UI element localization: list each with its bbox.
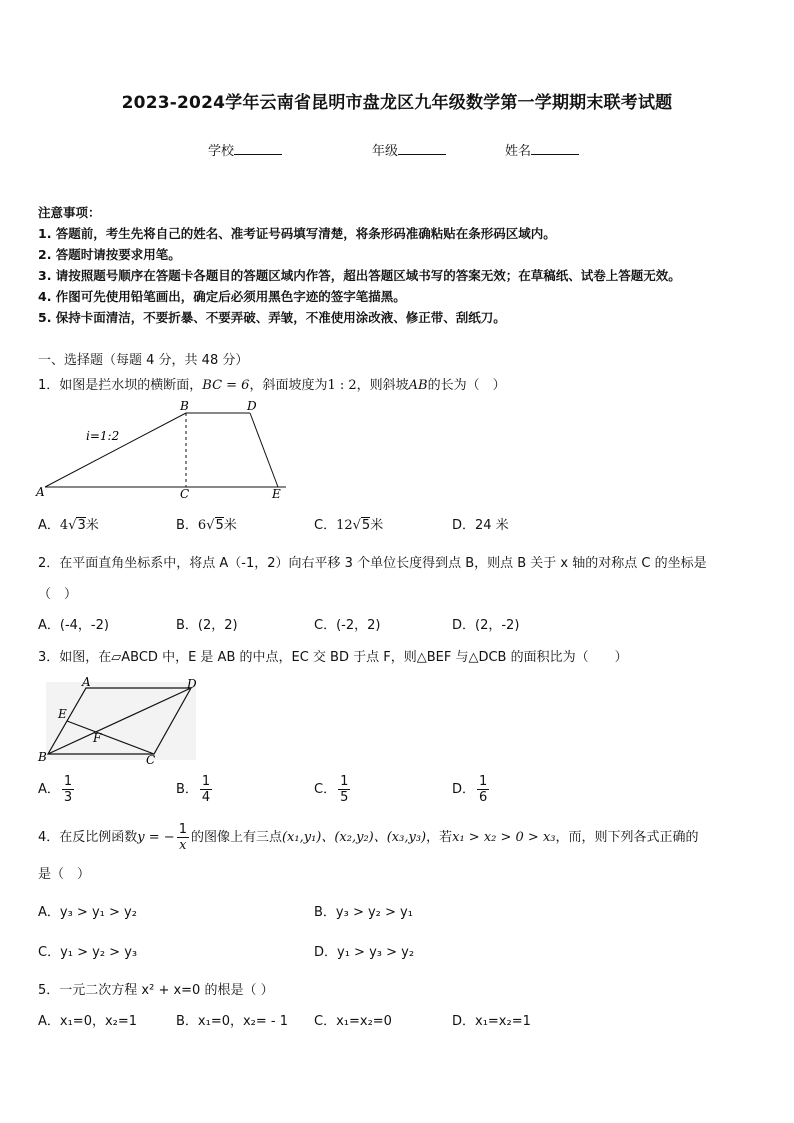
point-label-f: F bbox=[93, 731, 102, 745]
exam-title: 2023-2024学年云南省昆明市盘龙区九年级数学第一学期期末联考试题 bbox=[121, 93, 673, 113]
dam-slope-ab bbox=[45, 413, 186, 487]
numerator: 1 bbox=[63, 774, 73, 789]
q4-points: (x₁,y₁)、(x₂,y₂)、(x₃,y₃) bbox=[281, 830, 427, 845]
option-label: C． bbox=[314, 782, 337, 797]
fraction bbox=[62, 774, 74, 805]
q2-option-d[interactable]: D．(2，-2) bbox=[452, 618, 520, 633]
numerator: 1 bbox=[201, 774, 211, 789]
option-label: C． bbox=[314, 518, 337, 533]
q1-ratio: 1 : 2 bbox=[327, 378, 357, 393]
denominator: 3 bbox=[63, 790, 73, 805]
denominator: 6 bbox=[479, 790, 488, 805]
q1-mid: ，斜面坡度为 bbox=[249, 378, 328, 393]
q1-option-a[interactable]: A．4√3米 bbox=[38, 518, 99, 533]
q1-option-d[interactable]: D．24 米 bbox=[452, 518, 509, 533]
q2-option-a[interactable]: A．(-4，-2) bbox=[38, 618, 109, 633]
option-unit: 米 bbox=[223, 518, 237, 533]
dam-figure bbox=[30, 398, 300, 502]
name-label: 姓名 bbox=[505, 144, 532, 159]
q1-suffix: 的长为（ ） bbox=[427, 378, 506, 393]
q3-option-d[interactable] bbox=[452, 774, 491, 805]
notice-item: 1. 答题前，考生先将自己的姓名、准考证号码填写清楚，将条形码准确粘贴在条形码区域内。 bbox=[38, 226, 556, 241]
fraction bbox=[477, 774, 489, 805]
notice-item: 5. 保持卡面清洁，不要折暴、不要弄破、弄皱，不准使用涂改液、修正带、刮纸刀。 bbox=[38, 310, 506, 325]
section-heading: 一、选择题（每题 4 分，共 48 分） bbox=[38, 353, 249, 368]
slope-ratio-label: i=1:2 bbox=[86, 429, 120, 443]
q1-mid2: ，则斜坡 bbox=[356, 378, 409, 393]
q3-option-c[interactable] bbox=[314, 774, 352, 805]
question-2-text-cont: （ ） bbox=[38, 587, 78, 602]
question-3-text: 3．如图，在▱ABCD 中，E 是 AB 的中点，EC 交 BD 于点 F，则△BEF 与△DCB 的面积比为（ ） bbox=[38, 650, 628, 665]
q5-option-b[interactable]: B．x₁=0，x₂= - 1 bbox=[176, 1014, 289, 1029]
q4-function-fraction bbox=[177, 822, 189, 853]
numerator: 1 bbox=[479, 774, 488, 789]
numerator: 1 bbox=[178, 822, 187, 837]
denominator: x bbox=[179, 838, 187, 853]
name-field bbox=[505, 140, 579, 159]
point-label-e: E bbox=[272, 487, 281, 501]
notice-item: 4. 作图可先使用铅笔画出，确定后必须用黑色字迹的签字笔描黑。 bbox=[38, 289, 406, 304]
q4-option-d[interactable]: D．y₁ > y₃ > y₂ bbox=[314, 945, 415, 960]
option-coef: 4 bbox=[59, 518, 69, 533]
q2-option-b[interactable]: B．(2，2) bbox=[176, 618, 238, 633]
point-label-c: C bbox=[146, 753, 156, 766]
parallelogram-figure bbox=[36, 676, 200, 766]
school-label: 学校 bbox=[208, 144, 235, 159]
option-coef: 12 bbox=[336, 518, 353, 533]
q2-option-c[interactable]: C．(-2，2) bbox=[314, 618, 381, 633]
grade-blank bbox=[398, 142, 446, 155]
point-label-e: E bbox=[58, 707, 67, 721]
question-2-text: 2．在平面直角坐标系中，将点 A（-1，2）向右平移 3 个单位长度得到点 B，则点 B 关于 x 轴的对称点 C 的坐标是 bbox=[38, 556, 707, 571]
point-label-c: C bbox=[180, 487, 190, 501]
point-label-a: A bbox=[82, 676, 91, 689]
point-label-a: A bbox=[36, 485, 45, 499]
q4-suffix: ，而，则下列各式正确的 bbox=[555, 830, 699, 845]
grade-label: 年级 bbox=[372, 144, 399, 159]
option-label: A． bbox=[38, 518, 60, 533]
option-radicand: 5 bbox=[361, 518, 371, 533]
dam-slope-de bbox=[250, 413, 278, 487]
question-1-text bbox=[38, 374, 506, 393]
option-label: D． bbox=[452, 782, 476, 797]
q4-function-lhs: y = − bbox=[137, 830, 175, 845]
point-label-b: B bbox=[38, 750, 47, 764]
q3-option-b[interactable] bbox=[176, 774, 214, 805]
school-field bbox=[208, 140, 282, 159]
notice-item: 3. 请按照题号顺序在答题卡各题目的答题区域内作答，超出答题区域书写的答案无效；在草稿纸、试卷上答题无效。 bbox=[38, 268, 681, 283]
q4-cond-prefix: ，若 bbox=[426, 830, 453, 845]
q1-option-b[interactable]: B．6√5米 bbox=[176, 518, 237, 533]
numerator: 1 bbox=[340, 774, 349, 789]
option-label: A． bbox=[38, 782, 60, 797]
fraction bbox=[338, 774, 350, 805]
q5-option-d[interactable]: D．x₁=x₂=1 bbox=[452, 1014, 531, 1029]
option-radicand: 3 bbox=[77, 518, 86, 533]
denominator: 4 bbox=[201, 790, 211, 805]
q4-option-c[interactable]: C．y₁ > y₂ > y₃ bbox=[38, 945, 138, 960]
option-unit: 米 bbox=[370, 518, 384, 533]
denominator: 5 bbox=[340, 790, 349, 805]
question-4-text-cont: 是（ ） bbox=[38, 867, 91, 882]
point-label-b: B bbox=[180, 399, 189, 413]
q4-condition: x₁ > x₂ > 0 > x₃ bbox=[452, 830, 556, 845]
q1-condition: BC = 6 bbox=[202, 378, 250, 393]
q5-option-c[interactable]: C．x₁=x₂=0 bbox=[314, 1014, 392, 1029]
school-blank bbox=[234, 142, 282, 155]
question-5-text: 5．一元二次方程 x² + x=0 的根是（ ） bbox=[38, 983, 274, 998]
name-blank bbox=[531, 142, 579, 155]
grade-field bbox=[372, 140, 446, 159]
option-coef: 6 bbox=[197, 518, 207, 533]
option-label: B． bbox=[176, 782, 198, 797]
notice-item: 2. 答题时请按要求用笔。 bbox=[38, 247, 181, 262]
q5-option-a[interactable]: A．x₁=0，x₂=1 bbox=[38, 1014, 138, 1029]
question-4-text bbox=[38, 822, 699, 853]
q1-option-c[interactable]: C．12√5米 bbox=[314, 518, 384, 533]
point-label-d: D bbox=[187, 677, 197, 691]
q4-prefix: 4．在反比例函数 bbox=[38, 830, 138, 845]
q1-segment: AB bbox=[408, 378, 428, 393]
q4-option-a[interactable]: A．y₃ > y₁ > y₂ bbox=[38, 905, 137, 920]
q3-option-a[interactable] bbox=[38, 774, 76, 805]
q4-option-b[interactable]: B．y₃ > y₂ > y₁ bbox=[314, 905, 413, 920]
option-label: B． bbox=[176, 518, 198, 533]
q4-mid: 的图像上有三点 bbox=[190, 830, 282, 845]
point-label-d: D bbox=[247, 399, 257, 413]
notice-heading: 注意事项： bbox=[38, 205, 101, 220]
q1-prefix: 1．如图是拦水坝的横断面， bbox=[38, 378, 203, 393]
option-radicand: 5 bbox=[215, 518, 224, 533]
option-unit: 米 bbox=[85, 518, 99, 533]
fraction bbox=[200, 774, 212, 805]
